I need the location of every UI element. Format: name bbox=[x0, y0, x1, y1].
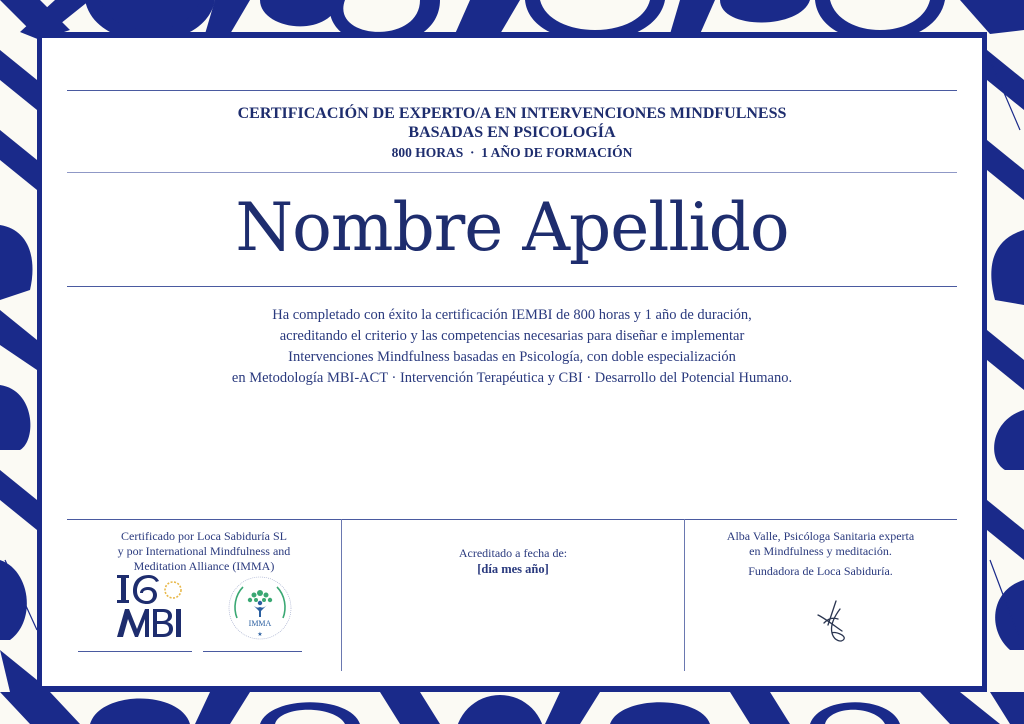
duration-subtitle: 800 HORAS · 1 AÑO DE FORMACIÓN bbox=[391, 145, 633, 160]
certifier-line: Meditation Alliance (IMMA) bbox=[133, 559, 275, 573]
certifier-line: y por International Mindfulness and bbox=[117, 544, 291, 558]
certificate-footer bbox=[67, 519, 957, 671]
accreditation-label: Acreditado a fecha de: bbox=[458, 546, 568, 560]
certifier-line: Certificado por Loca Sabiduría SL bbox=[121, 529, 287, 543]
heading-divider bbox=[67, 172, 957, 173]
body-line: en Metodología MBI-ACT · Intervención Terapéutica y CBI · Desarrollo del Potencial Humano. bbox=[231, 370, 793, 386]
iembi-logo-icon bbox=[115, 571, 187, 643]
name-divider bbox=[67, 286, 957, 287]
certificate-body bbox=[67, 305, 957, 389]
signatory-section bbox=[684, 519, 957, 671]
recipient-name: Nombre Apellido bbox=[235, 189, 789, 266]
accreditation-date: [día mes año] bbox=[477, 562, 549, 576]
handwritten-signature-icon bbox=[814, 597, 850, 647]
body-line: Ha completado con éxito la certificación IEMBI de 800 horas y 1 año de duración, bbox=[272, 307, 752, 323]
top-divider bbox=[67, 90, 957, 91]
body-line: acreditando el criterio y las competencias necesarias para diseñar e implementar bbox=[279, 328, 745, 344]
certifier-section bbox=[67, 519, 341, 671]
accreditation-section bbox=[341, 519, 685, 671]
body-line: Intervenciones Mindfulness basadas en Psicología, con doble especialización bbox=[288, 349, 736, 365]
title-line-2: BASADAS EN PSICOLOGÍA bbox=[408, 124, 616, 141]
signatory-role: Fundadora de Loca Sabiduría. bbox=[748, 564, 893, 578]
signatory-line: en Mindfulness y meditación. bbox=[749, 544, 892, 558]
certificate-heading bbox=[67, 104, 957, 163]
logo-underline bbox=[203, 651, 302, 652]
signatory-line: Alba Valle, Psicóloga Sanitaria experta bbox=[726, 529, 915, 543]
svg-text:IMMA: IMMA bbox=[248, 619, 272, 628]
imma-seal-logo-icon bbox=[225, 573, 295, 643]
svg-text:★: ★ bbox=[257, 632, 263, 638]
logo-underline bbox=[78, 651, 192, 652]
title-line-1: CERTIFICACIÓN DE EXPERTO/A EN INTERVENCIONES MINDFULNESS bbox=[237, 105, 787, 122]
